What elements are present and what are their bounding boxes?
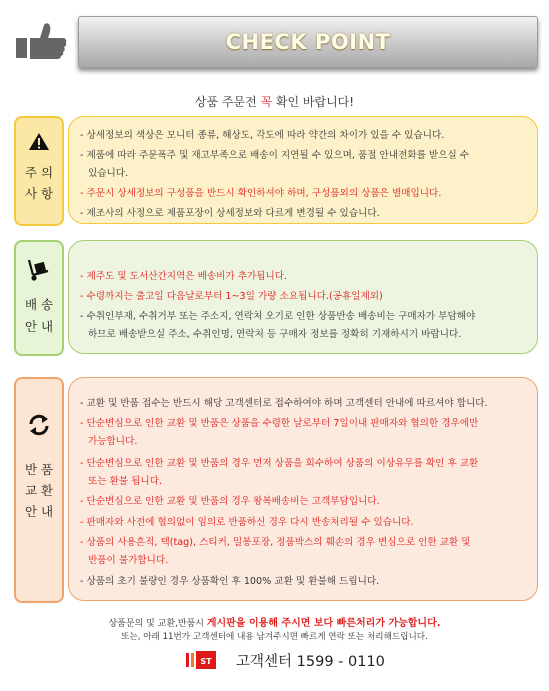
delivery-line: 하므로 배송받으실 주소, 수취인명, 연락처 등 구매자 정보를 정확히 기재하시기 바랍니다. — [88, 329, 462, 340]
caution-line: - 제품에 따라 주문폭주 및 재고부족으로 배송이 지연될 수 있으며, 품절 안내전화를 받으실 수 — [80, 150, 470, 161]
caution-line: - 상세정보의 색상은 모니터 종류, 해상도, 각도에 따라 약간의 차이가 있을 수 있습니다. — [80, 130, 445, 141]
delivery-line: - 제주도 및 도서산간지역은 배송비가 추가됩니다. — [80, 271, 288, 282]
caution-line: - 제조사의 사정으로 제품포장이 상세정보와 다르게 변경될 수 있습니다. — [80, 208, 380, 219]
delivery-line: - 수령까지는 출고일 다음날로부터 1~3일 가량 소요됩니다.(공휴일제외) — [80, 291, 383, 302]
exchange-line: - 단순변심으로 인한 교환 및 반품은 상품을 수령한 날로부터 7일이내 판매자와 협의한 경우에만 — [80, 418, 479, 429]
exchange-line: 또는 환불 됩니다. — [88, 476, 163, 487]
subtitle-before: 상품 주문전 — [194, 95, 261, 109]
exchange-box — [68, 377, 538, 601]
exchange-line: - 상품의 초기 불량인 경우 상품확인 후 100% 교환 및 환불해 드립니다. — [80, 576, 380, 587]
caution-label-1: 주 의 — [24, 165, 54, 180]
exchange-line: - 단순변심으로 인한 교환 및 반품의 경우 먼저 상품을 회수하여 상품의 이상유무를 확인 후 교환 — [80, 458, 479, 469]
exchange-line: - 판매자와 사전에 협의없이 임의로 반품하신 경우 다시 반송처리될 수 있습니다. — [80, 517, 414, 528]
caution-line: 있습니다. — [88, 168, 129, 179]
caution-tab — [14, 116, 64, 226]
banner-title: CHECK POINT — [225, 30, 391, 54]
exchange-label-1: 반 품 — [24, 462, 54, 477]
delivery-label-1: 배 송 — [24, 297, 54, 312]
exchange-arrows-icon — [27, 413, 51, 437]
footer-sub-notice: 또는, 아래 11번가 고객센터에 내용 남겨주시면 빠르게 연락 또는 처리해드립니다. — [121, 632, 428, 642]
caution-line: - 주문시 상세정보의 구성품을 반드시 확인하셔야 하며, 구성품외의 상품은 별매입니다. — [80, 188, 442, 199]
hand-truck-icon — [26, 258, 52, 282]
exchange-line: - 상품의 사용흔적, 택(tag), 스티커, 밀봉포장, 정품박스의 훼손의 경우 변심으로 인한 교환 및 — [80, 537, 471, 548]
delivery-label-2: 안 내 — [24, 319, 54, 334]
footer-notice-highlight: 게시판을 이용해 주시면 보다 빠른처리가 가능합니다. — [206, 618, 441, 629]
footer-notice — [0, 614, 549, 629]
customer-center-phone: 고객센터 1599 - 0110 — [236, 654, 385, 670]
delivery-line: - 수취인부재, 수취거부 또는 주소지, 연락처 오기로 인한 상품반송 배송비는 구매자가 부담해야 — [80, 311, 476, 322]
11st-logo — [186, 649, 216, 671]
exchange-label-3: 안 내 — [24, 504, 54, 519]
footer-notice-before: 상품문의 및 교환,반품시 — [108, 619, 207, 629]
check-point-banner — [78, 16, 538, 68]
delivery-tab — [14, 240, 64, 356]
thumbs-up-icon — [14, 22, 68, 62]
warning-icon — [28, 132, 50, 151]
svg-text:ST: ST — [200, 657, 212, 666]
exchange-tab — [14, 377, 64, 603]
exchange-label-2: 교 환 — [24, 483, 54, 498]
subtitle-after: 확인 바랍니다! — [272, 95, 355, 109]
exchange-line: - 단순변심으로 인한 교환 및 반품의 경우 왕복배송비는 고객부담입니다. — [80, 496, 380, 507]
exchange-line: 반품이 불가합니다. — [88, 555, 169, 566]
caution-label-2: 사 항 — [24, 186, 54, 201]
subtitle-highlight: 꼭 — [260, 95, 273, 109]
exchange-line: - 교환 및 반품 접수는 반드시 해당 고객센터로 접수하여야 하며 고객센터 안내에 따르셔야 합니다. — [80, 398, 488, 409]
subtitle — [0, 93, 549, 110]
exchange-line: 가능합니다. — [88, 436, 138, 447]
